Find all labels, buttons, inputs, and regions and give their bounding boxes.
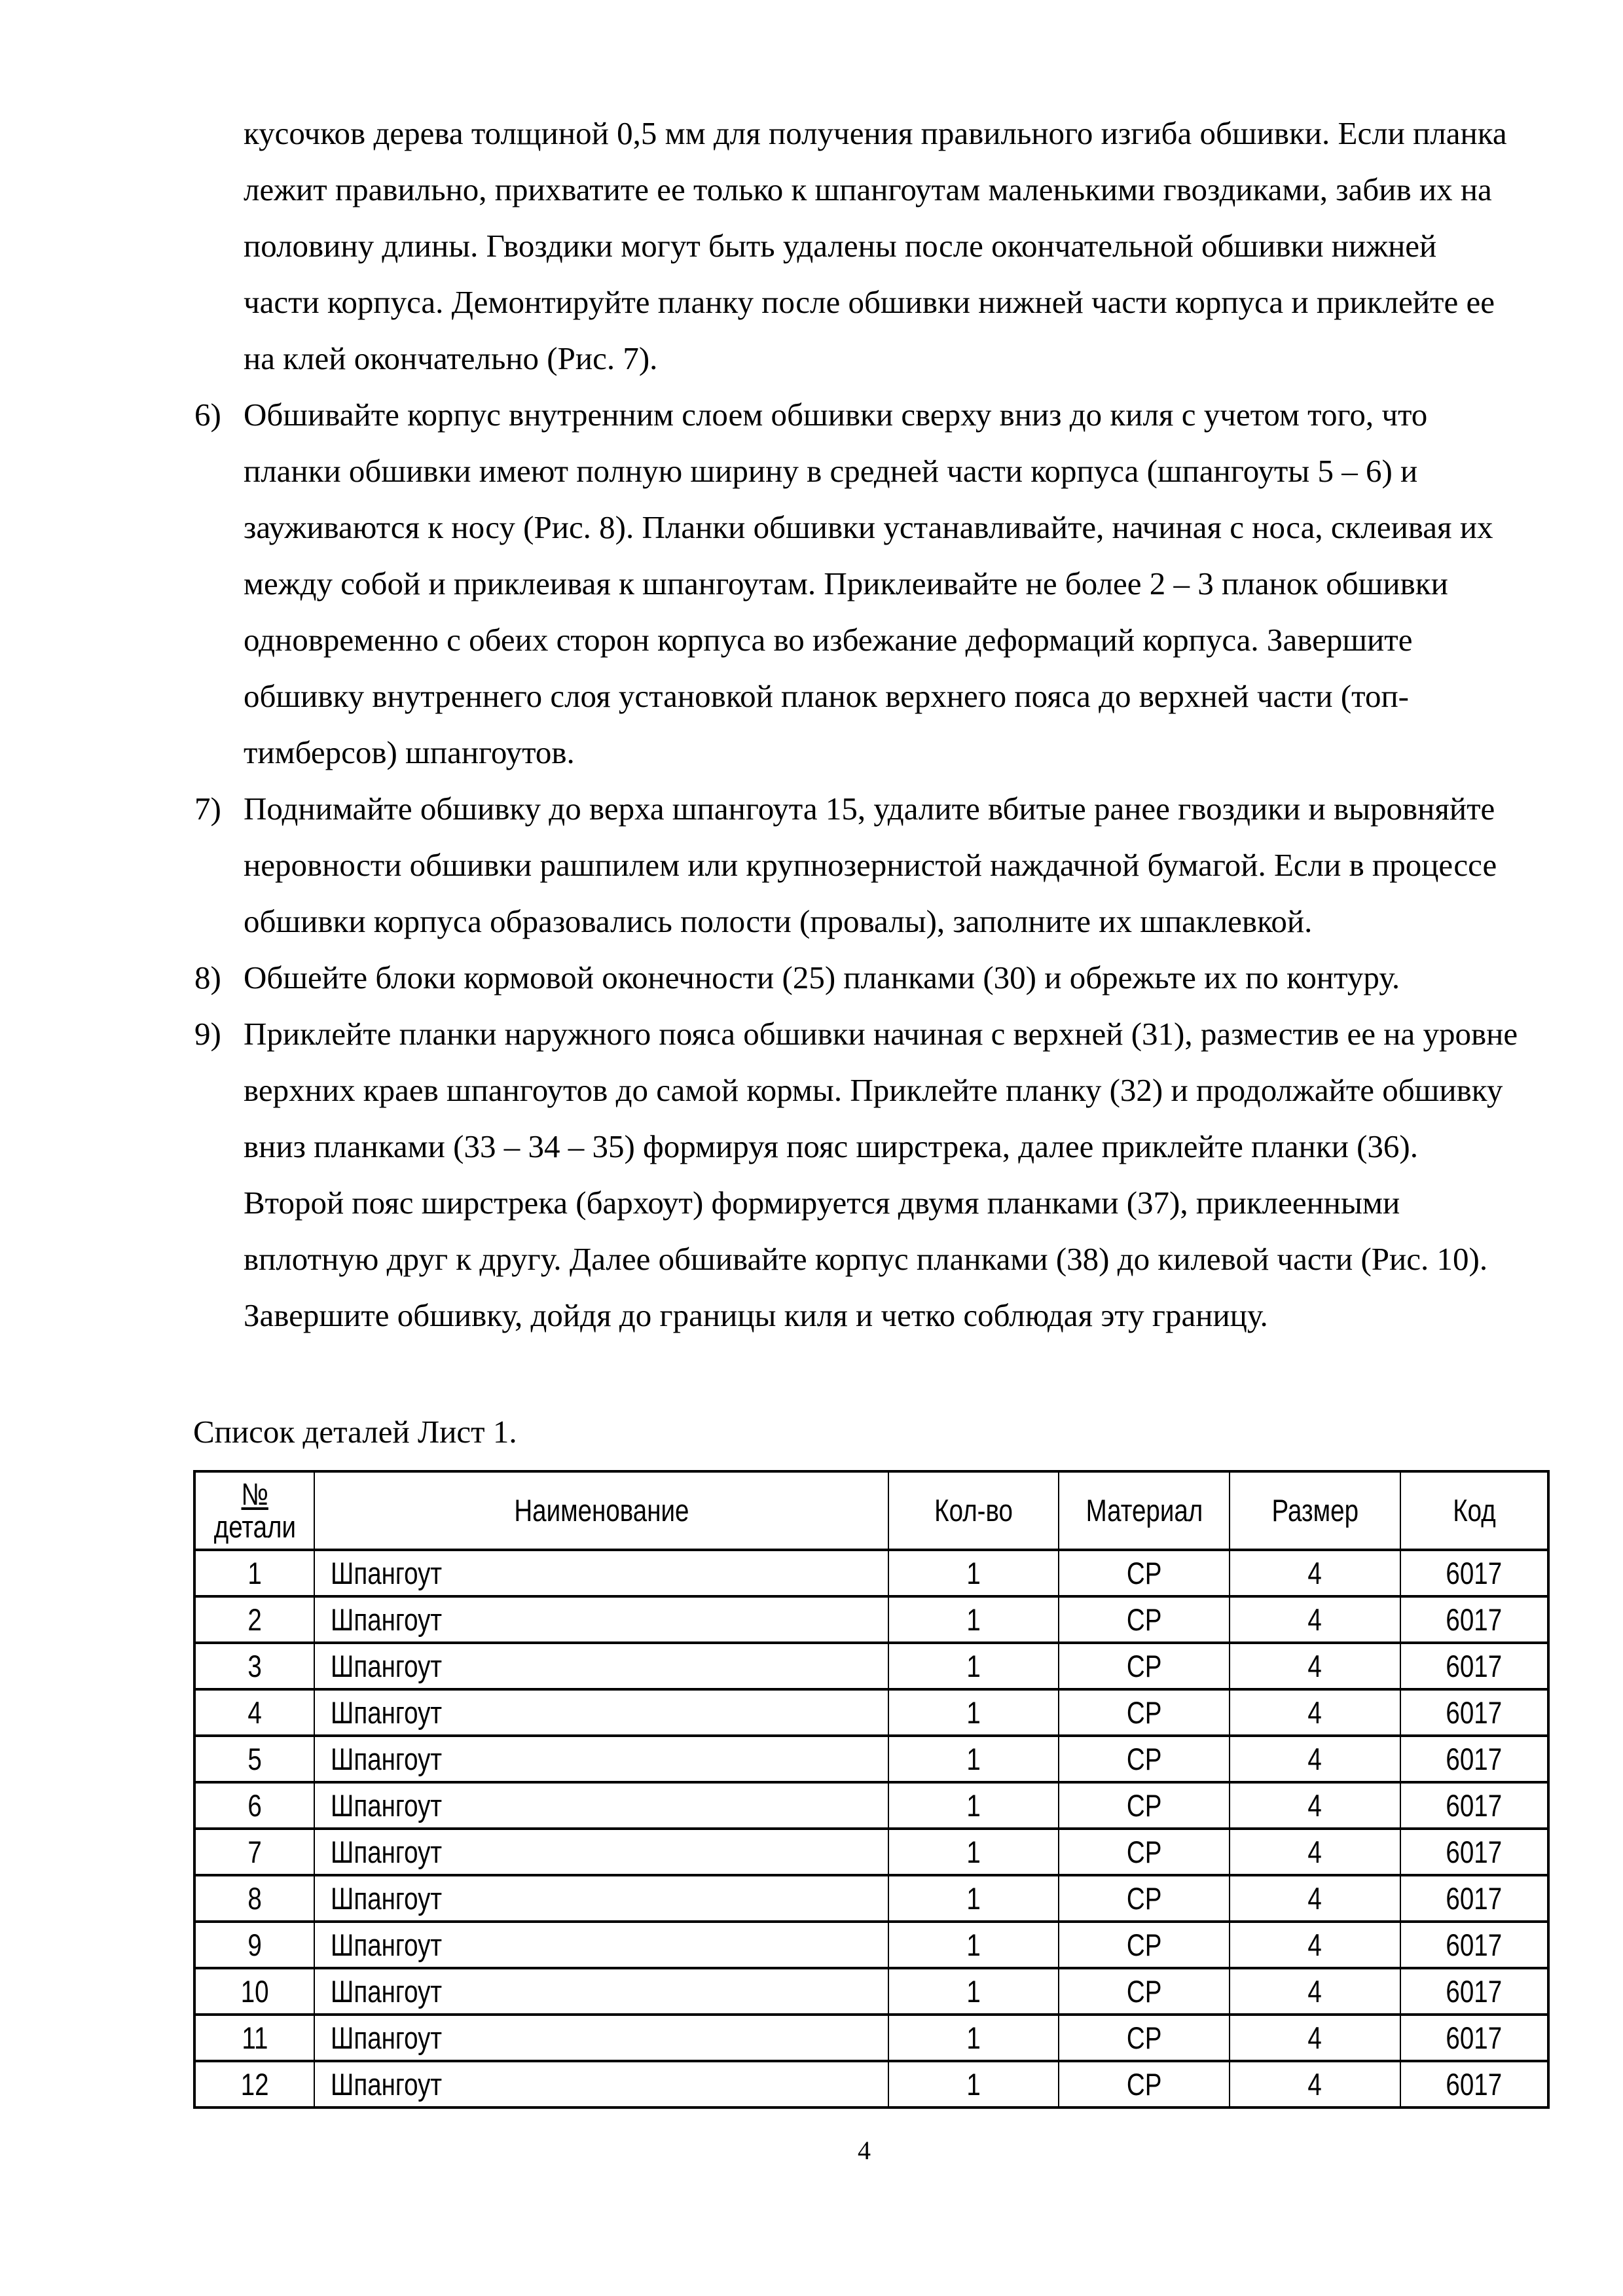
- cell-num: [196, 1598, 314, 1641]
- cell-size-text: 4: [1307, 2020, 1322, 2055]
- cell-num-text: 9: [247, 1927, 262, 1962]
- cell-material-text: СР: [1126, 2066, 1162, 2102]
- cell-name-text: Шпангоут: [331, 1973, 443, 2009]
- cell-code-text: 6017: [1446, 2020, 1503, 2055]
- cell-num-text: 1: [247, 1555, 262, 1590]
- cell-name: [314, 1691, 888, 1734]
- cell-size: [1229, 1598, 1400, 1641]
- cell-num: [196, 1691, 314, 1734]
- cell-name-text: Шпангоут: [331, 1741, 443, 1776]
- cell-material: [1058, 1598, 1229, 1641]
- table-row: [196, 1874, 1547, 1920]
- cell-name: [314, 1830, 888, 1874]
- cell-size: [1229, 2062, 1400, 2106]
- cell-size-text: 4: [1307, 1834, 1322, 1869]
- text-line: вплотную друг к другу. Далее обшивайте корпус планками (38) до килевой части (Рис. 10).: [244, 1241, 1488, 1277]
- cell-code: [1400, 1644, 1547, 1688]
- cell-name: [314, 2016, 888, 2060]
- cell-material: [1058, 2016, 1229, 2060]
- cell-code-text: 6017: [1446, 1555, 1503, 1590]
- cell-num: [196, 1644, 314, 1688]
- cell-name: [314, 2062, 888, 2106]
- cell-size-text: 4: [1307, 1880, 1322, 1916]
- parts-list-caption: Список деталей Лист 1.: [193, 1414, 517, 1450]
- cell-qty: [888, 1923, 1058, 1967]
- text-line: части корпуса. Демонтируйте планку после обшивки нижней части корпуса и приклейте ее: [244, 284, 1495, 320]
- cell-code: [1400, 1737, 1547, 1781]
- cell-material-text: СР: [1126, 1602, 1162, 1637]
- cell-material: [1058, 1923, 1229, 1967]
- cell-code-text: 6017: [1446, 1741, 1503, 1776]
- text-line: лежит правильно, прихватите ее только к шпангоутам маленькими гвоздиками, забив их на: [244, 171, 1492, 207]
- cell-code: [1400, 1923, 1547, 1967]
- cell-qty-text: 1: [966, 1648, 981, 1683]
- text-line: верхних краев шпангоутов до самой кормы. Приклейте планку (32) и продолжайте обшивку: [244, 1072, 1503, 1108]
- cell-name-text: Шпангоут: [331, 1602, 443, 1637]
- cell-name: [314, 1737, 888, 1781]
- text-line: Обшивайте корпус внутренним слоем обшивки сверху вниз до киля с учетом того, что: [244, 397, 1428, 433]
- cell-code-text: 6017: [1446, 1695, 1503, 1730]
- cell-name: [314, 1784, 888, 1827]
- header-material: [1058, 1473, 1229, 1549]
- table-row: [196, 1781, 1547, 1827]
- text-line: на клей окончательно (Рис. 7).: [244, 340, 658, 376]
- cell-material: [1058, 1551, 1229, 1595]
- text-line: Приклейте планки наружного пояса обшивки начиная с верхней (31), разместив ее на уровне: [244, 1016, 1518, 1052]
- cell-qty-text: 1: [966, 1880, 981, 1916]
- cell-num: [196, 2016, 314, 2060]
- text-line: между собой и приклеивая к шпангоутам. Приклеивайте не более 2 – 3 планок обшивки: [244, 565, 1448, 601]
- cell-qty: [888, 1551, 1058, 1595]
- list-marker: 7): [194, 791, 221, 827]
- text-line: зауживаются к носу (Рис. 8). Планки обшивки устанавливайте, начиная с носа, склеивая их: [244, 509, 1493, 545]
- cell-qty-text: 1: [966, 1602, 981, 1637]
- cell-num: [196, 1969, 314, 2013]
- cell-material: [1058, 1737, 1229, 1781]
- numero-sign: №: [241, 1477, 268, 1511]
- cell-size: [1229, 1969, 1400, 2013]
- header-code-label: Код: [1452, 1493, 1496, 1528]
- cell-num: [196, 1784, 314, 1827]
- text-line: Второй пояс ширстрека (бархоут) формируется двумя планками (37), приклеенными: [244, 1185, 1400, 1221]
- text-line: Обшейте блоки кормовой оконечности (25) планками (30) и обрежьте их по контуру.: [244, 960, 1400, 996]
- cell-material-text: СР: [1126, 1648, 1162, 1683]
- text-line: обшивку внутреннего слоя установкой планок верхнего пояса до верхней части (топ-: [244, 678, 1409, 714]
- header-qty: [888, 1473, 1058, 1549]
- cell-material: [1058, 1691, 1229, 1734]
- cell-material-text: СР: [1126, 1787, 1162, 1823]
- cell-qty-text: 1: [966, 2020, 981, 2055]
- cell-size-text: 4: [1307, 2066, 1322, 2102]
- list-marker: 6): [194, 397, 221, 433]
- text-line: обшивки корпуса образовались полости (провалы), заполните их шпаклевкой.: [244, 903, 1313, 939]
- cell-qty: [888, 1598, 1058, 1641]
- text-line: одновременно с обеих сторон корпуса во избежание деформаций корпуса. Завершите: [244, 622, 1413, 658]
- cell-material: [1058, 1644, 1229, 1688]
- cell-code-text: 6017: [1446, 1927, 1503, 1962]
- cell-size: [1229, 1784, 1400, 1827]
- table-row: [196, 1549, 1547, 1595]
- cell-qty: [888, 1876, 1058, 1920]
- header-part-number: [196, 1473, 314, 1549]
- cell-code: [1400, 1876, 1547, 1920]
- table-row: [196, 1827, 1547, 1874]
- cell-size-text: 4: [1307, 1555, 1322, 1590]
- cell-size: [1229, 1551, 1400, 1595]
- table-row: [196, 1595, 1547, 1641]
- cell-code: [1400, 1784, 1547, 1827]
- cell-name-text: Шпангоут: [331, 1648, 443, 1683]
- cell-qty: [888, 1737, 1058, 1781]
- cell-num: [196, 1830, 314, 1874]
- cell-num-text: 10: [240, 1973, 269, 2009]
- cell-qty-text: 1: [966, 1927, 981, 1962]
- cell-num: [196, 1737, 314, 1781]
- cell-num-text: 3: [247, 1648, 262, 1683]
- table-row: [196, 1641, 1547, 1688]
- cell-qty: [888, 1784, 1058, 1827]
- list-marker: 9): [194, 1016, 221, 1052]
- cell-name: [314, 1923, 888, 1967]
- cell-code: [1400, 1830, 1547, 1874]
- cell-size: [1229, 1830, 1400, 1874]
- header-name-label: Наименование: [513, 1493, 689, 1528]
- cell-qty: [888, 1969, 1058, 2013]
- table-row: [196, 1734, 1547, 1781]
- cell-code: [1400, 1969, 1547, 2013]
- cell-material-text: СР: [1126, 1973, 1162, 2009]
- cell-size-text: 4: [1307, 1695, 1322, 1730]
- cell-code: [1400, 2062, 1547, 2106]
- cell-num: [196, 2062, 314, 2106]
- text-line: вниз планками (33 – 34 – 35) формируя пояс ширстрека, далее приклейте планки (36).: [244, 1128, 1418, 1164]
- cell-qty-text: 1: [966, 1555, 981, 1590]
- cell-material-text: СР: [1126, 2020, 1162, 2055]
- header-name: [314, 1473, 888, 1549]
- header-qty-label: Кол-во: [934, 1493, 1013, 1528]
- cell-name-text: Шпангоут: [331, 2020, 443, 2055]
- text-line: кусочков дерева толщиной 0,5 мм для получения правильного изгиба обшивки. Если планка: [244, 115, 1507, 151]
- list-marker: 8): [194, 960, 221, 996]
- cell-num-text: 5: [247, 1741, 262, 1776]
- cell-size-text: 4: [1307, 1927, 1322, 1962]
- cell-material-text: СР: [1126, 1695, 1162, 1730]
- cell-num: [196, 1923, 314, 1967]
- table-row: [196, 1688, 1547, 1734]
- header-material-label: Материал: [1085, 1493, 1203, 1528]
- cell-code-text: 6017: [1446, 1648, 1503, 1683]
- cell-material-text: СР: [1126, 1880, 1162, 1916]
- cell-name: [314, 1644, 888, 1688]
- cell-num: [196, 1876, 314, 1920]
- cell-name: [314, 1876, 888, 1920]
- cell-qty-text: 1: [966, 1787, 981, 1823]
- cell-material: [1058, 1784, 1229, 1827]
- text-line: планки обшивки имеют полную ширину в средней части корпуса (шпангоуты 5 – 6) и: [244, 453, 1418, 489]
- text-line: неровности обшивки рашпилем или крупнозернистой наждачной бумагой. Если в процессе: [244, 847, 1497, 883]
- cell-name: [314, 1598, 888, 1641]
- cell-qty-text: 1: [966, 1741, 981, 1776]
- table-row: [196, 2060, 1547, 2106]
- cell-code: [1400, 2016, 1547, 2060]
- table-row: [196, 1920, 1547, 1967]
- cell-size-text: 4: [1307, 1741, 1322, 1776]
- text-line: тимберсов) шпангоутов.: [244, 734, 575, 770]
- cell-qty-text: 1: [966, 1834, 981, 1869]
- parts-table: [193, 1470, 1550, 2109]
- cell-material: [1058, 2062, 1229, 2106]
- table-row: [196, 1967, 1547, 2013]
- cell-size-text: 4: [1307, 1648, 1322, 1683]
- cell-size: [1229, 1644, 1400, 1688]
- header-part-number-label: детали: [213, 1509, 296, 1544]
- text-line: Поднимайте обшивку до верха шпангоута 15, удалите вбитые ранее гвоздики и выровняйте: [244, 791, 1495, 827]
- cell-name-text: Шпангоут: [331, 1927, 443, 1962]
- cell-num-text: 2: [247, 1602, 262, 1637]
- cell-name: [314, 1551, 888, 1595]
- cell-size-text: 4: [1307, 1787, 1322, 1823]
- cell-qty: [888, 1830, 1058, 1874]
- cell-size: [1229, 2016, 1400, 2060]
- cell-size-text: 4: [1307, 1973, 1322, 2009]
- cell-size: [1229, 1737, 1400, 1781]
- cell-material: [1058, 1830, 1229, 1874]
- cell-size-text: 4: [1307, 1602, 1322, 1637]
- table-row: [196, 2013, 1547, 2060]
- cell-code-text: 6017: [1446, 2066, 1503, 2102]
- page-number: 4: [858, 2136, 871, 2165]
- cell-material: [1058, 1876, 1229, 1920]
- cell-num-text: 12: [240, 2066, 269, 2102]
- cell-code-text: 6017: [1446, 1834, 1503, 1869]
- cell-material: [1058, 1969, 1229, 2013]
- cell-name-text: Шпангоут: [331, 1880, 443, 1916]
- cell-qty-text: 1: [966, 2066, 981, 2102]
- cell-num-text: 4: [247, 1695, 262, 1730]
- cell-size: [1229, 1923, 1400, 1967]
- cell-material-text: СР: [1126, 1834, 1162, 1869]
- cell-num-text: 6: [247, 1787, 262, 1823]
- cell-code-text: 6017: [1446, 1602, 1503, 1637]
- table-header-row: [196, 1473, 1547, 1549]
- cell-name-text: Шпангоут: [331, 1834, 443, 1869]
- text-line: Завершите обшивку, дойдя до границы киля и четко соблюдая эту границу.: [244, 1297, 1268, 1333]
- cell-code-text: 6017: [1446, 1973, 1503, 2009]
- cell-name: [314, 1969, 888, 2013]
- cell-code-text: 6017: [1446, 1880, 1503, 1916]
- cell-code: [1400, 1551, 1547, 1595]
- cell-size: [1229, 1691, 1400, 1734]
- cell-name-text: Шпангоут: [331, 1695, 443, 1730]
- cell-name-text: Шпангоут: [331, 1787, 443, 1823]
- cell-num-text: 8: [247, 1880, 262, 1916]
- cell-qty: [888, 2016, 1058, 2060]
- text-line: половину длины. Гвоздики могут быть удалены после окончательной обшивки нижней: [244, 228, 1437, 264]
- cell-num: [196, 1551, 314, 1595]
- header-size: [1229, 1473, 1400, 1549]
- cell-size: [1229, 1876, 1400, 1920]
- cell-material-text: СР: [1126, 1927, 1162, 1962]
- header-size-label: Размер: [1271, 1493, 1359, 1528]
- cell-name-text: Шпангоут: [331, 2066, 443, 2102]
- cell-code: [1400, 1598, 1547, 1641]
- cell-num-text: 7: [247, 1834, 262, 1869]
- cell-num-text: 11: [241, 2020, 268, 2055]
- cell-code-text: 6017: [1446, 1787, 1503, 1823]
- header-code: [1400, 1473, 1547, 1549]
- cell-qty: [888, 1644, 1058, 1688]
- cell-code: [1400, 1691, 1547, 1734]
- cell-qty-text: 1: [966, 1973, 981, 2009]
- cell-material-text: СР: [1126, 1741, 1162, 1776]
- cell-qty: [888, 2062, 1058, 2106]
- cell-name-text: Шпангоут: [331, 1555, 443, 1590]
- cell-qty-text: 1: [966, 1695, 981, 1730]
- cell-qty: [888, 1691, 1058, 1734]
- cell-material-text: СР: [1126, 1555, 1162, 1590]
